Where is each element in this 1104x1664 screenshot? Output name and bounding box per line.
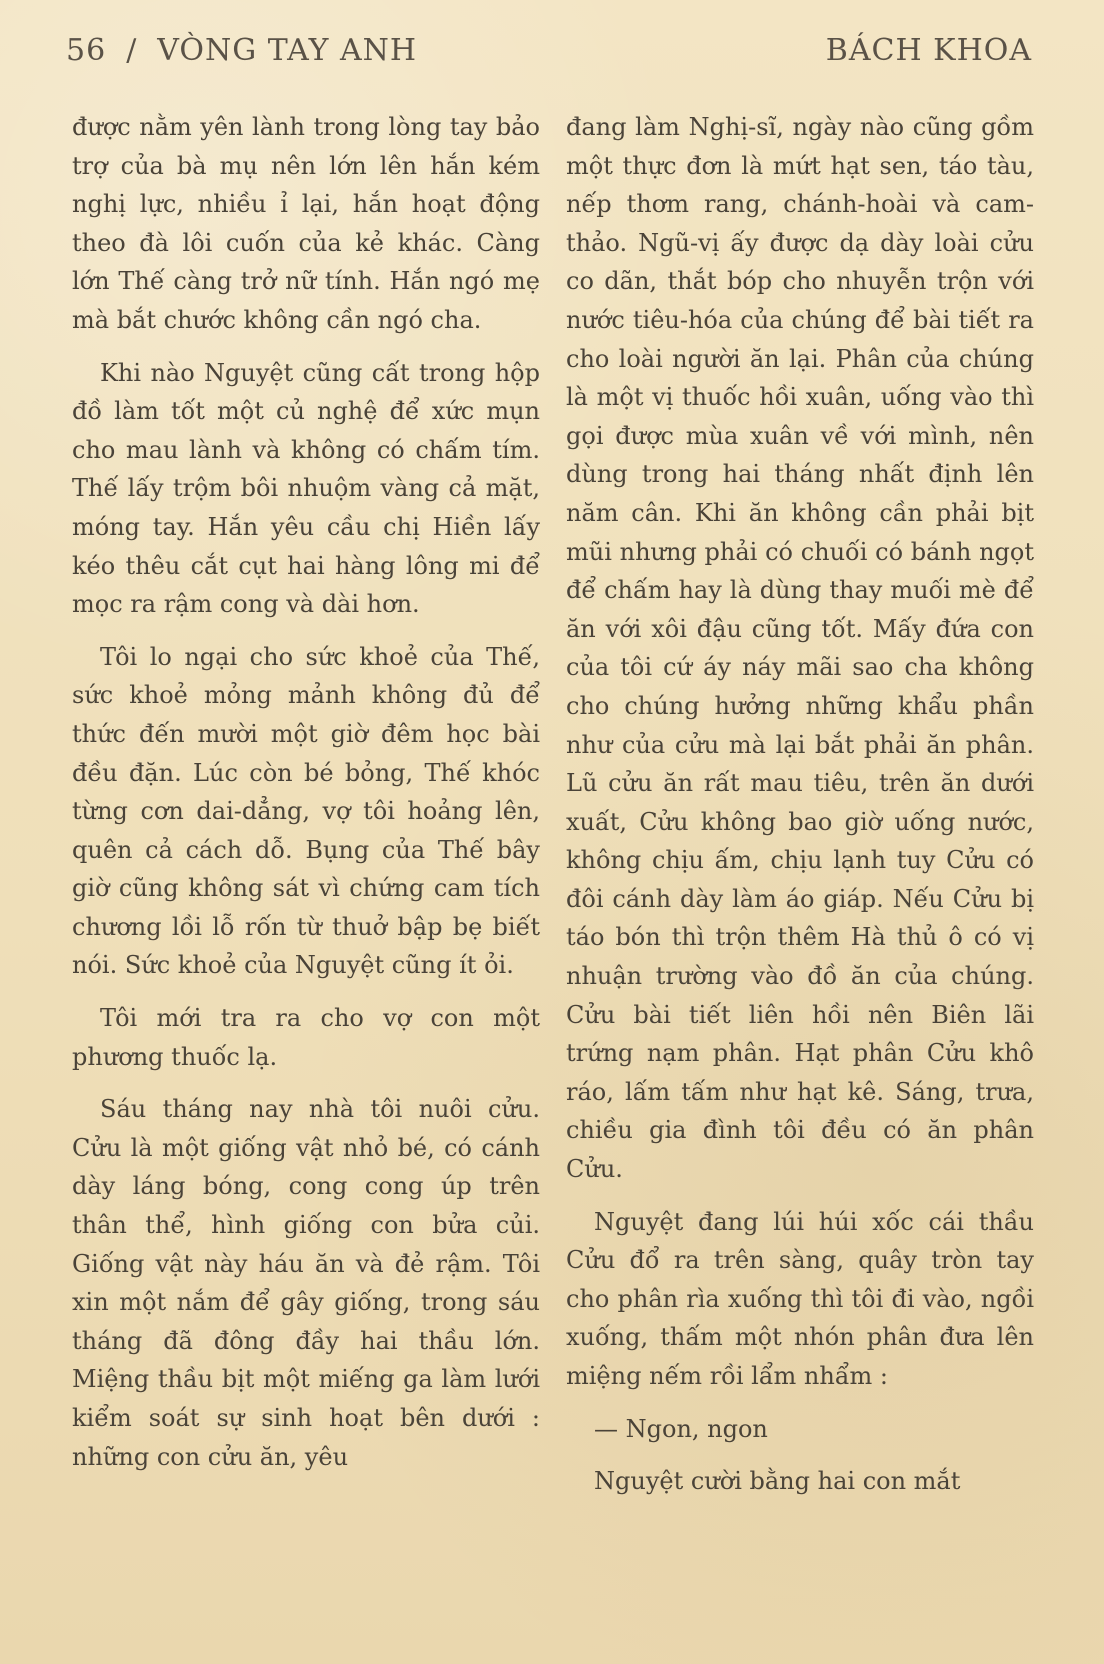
right-column [566, 108, 1034, 1515]
running-title-right: BÁCH KHOA [825, 32, 1032, 68]
left-paragraph-5: Sáu tháng nay nhà tôi nuôi cửu. Cửu là một giống vật nhỏ bé, có cánh dày láng bóng, cong cong úp trên thân thể, hình giống con bửa củi. Giống vật này háu ăn và đẻ rậm. Tôi xin một nắm để gây giống, trong sáu tháng đã đông đầy hai thầu lớn. Miệng thầu bịt một miếng ga làm lưới kiểm soát sự sinh hoạt bên dưới : những con cửu ăn, yêu [72, 1095, 540, 1471]
header-left [66, 33, 417, 68]
left-paragraph-4: Tôi mới tra ra cho vợ con một phương thuốc lạ. [72, 1004, 540, 1071]
running-title-left: VÒNG TAY ANH [157, 32, 418, 68]
dialogue-line: — Ngon, ngon [594, 1414, 768, 1443]
left-paragraph-2: Khi nào Nguyệt cũng cất trong hộp đồ làm tốt một củ nghệ để xức mụn cho mau lành và không có chấm tím. Thế lấy trộm bôi nhuộm vàng cả mặt, móng tay. Hắn yêu cầu chị Hiền lấy kéo thêu cắt cụt hai hàng lông mi để mọc ra rậm cong và dài hơn. [72, 358, 540, 619]
right-paragraph-3: Nguyệt cười bằng hai con mắt [594, 1467, 961, 1496]
right-paragraph-2: Nguyệt đang lúi húi xốc cái thầu Cửu đổ ra trên sàng, quây tròn tay cho phân rìa xuống thì tôi đi vào, ngồi xuống, thấm một nhón phân đưa lên miệng nếm rồi lẩm nhẩm : [566, 1207, 1034, 1390]
left-paragraph-3: Tôi lo ngại cho sức khoẻ của Thế, sức khoẻ mỏng mảnh không đủ để thức đến mười một giờ đêm học bài đều đặn. Lúc còn bé bỏng, Thế khóc từng cơn dai-dẳng, vợ tôi hoảng lên, quên cả cách dỗ. Bụng của Thế bây giờ cũng không sát vì chứng cam tích chương lồi lỗ rốn từ thuở bập bẹ biết nói. Sức khoẻ của Nguyệt cũng ít ỏi. [72, 642, 540, 980]
page-number: 56 [66, 32, 107, 68]
left-column [72, 108, 540, 1490]
header-separator: / [126, 32, 138, 68]
page-header [66, 30, 1032, 70]
right-paragraph-1: đang làm Nghị-sĩ, ngày nào cũng gồm một thực đơn là mứt hạt sen, táo tàu, nếp thơm rang, chánh-hoài và cam-thảo. Ngũ-vị ấy được dạ dày loài cửu co dãn, thắt bóp cho nhuyễn trộn với nước tiêu-hóa của chúng để bài tiết ra cho loài người ăn lại. Phân của chúng là một vị thuốc hồi xuân, uống vào thì gọi được mùa xuân về với mình, nên dùng trong hai tháng nhất định lên năm cân. Khi ăn không cần phải bịt mũi nhưng phải có chuối có bánh ngọt để chấm hay là dùng thay muối mè để ăn với xôi đậu cũng tốt. Mấy đứa con của tôi cứ áy náy mãi sao cha không cho chúng hưởng những khẩu phần như của cửu mà lại bắt phải ăn phân. Lũ cửu ăn rất mau tiêu, trên ăn dưới xuất, Cửu không bao giờ uống nước, không chịu ấm, chịu lạnh tuy Cửu có đôi cánh dày làm áo giáp. Nếu Cửu bị táo bón thì trộn thêm Hà thủ ô có vị nhuận trường vào đồ ăn của chúng. Cửu bài tiết liên hồi nên Biên lãi trứng nạm phân. Hạt phân Cửu khô ráo, lấm tấm như hạt kê. Sáng, trưa, chiều gia đình tôi đều có ăn phân Cửu. [566, 113, 1034, 1184]
left-paragraph-1: được nằm yên lành trong lòng tay bảo trợ của bà mụ nên lớn lên hắn kém nghị lực, nhiều ỉ lại, hắn hoạt động theo đà lôi cuốn của kẻ khác. Càng lớn Thế càng trở nữ tính. Hắn ngó mẹ mà bắt chước không cần ngó cha. [72, 113, 540, 334]
